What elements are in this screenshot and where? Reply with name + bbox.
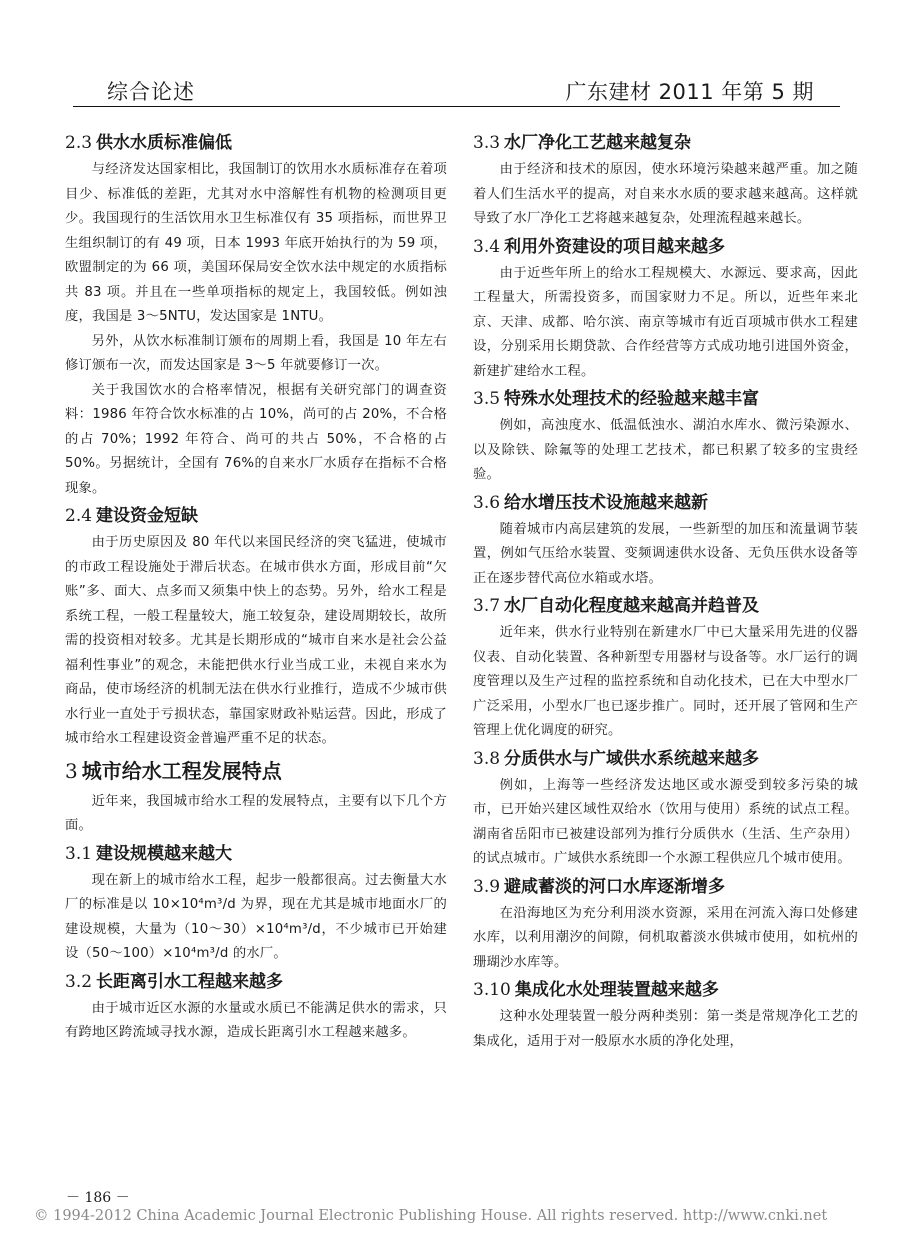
section-heading <box>65 501 447 531</box>
body-paragraph: 由于城市近区水源的水量或水质已不能满足供水的需求，只有跨地区跨流域寻找水源，造成长距离引水工程越来越多。 <box>65 1000 447 1040</box>
section-title: 建设规模越来越大 <box>96 843 233 864</box>
body-paragraph: 近年来，我国城市给水工程的发展特点，主要有以下几个方面。 <box>65 793 447 833</box>
section-title: 城市给水工程发展特点 <box>81 758 282 783</box>
page-number: － 186 － <box>66 1190 130 1206</box>
body-paragraph: 近年来，供水行业特别在新建水厂中已大量采用先进的仪器仪表、自动化装置、各种新型专用器材与设备等。水厂运行的调度管理以及生产过程的监控系统和自动化技术，已在大中型水厂广泛采用，小型水厂也已逐步推广。同时，还开展了管网和生产管理上优化调度的研究。 <box>473 625 858 738</box>
body-paragraph: 现在新上的城市给水工程，起步一般都很高。过去衡量大水厂的标准是以 10×10⁴m³/d 为界，现在尤其是城市地面水厂的建设规模，大量为（10～30）×10⁴m³/d，不少城市已开始建设（50～100）×10⁴m³/d 的水厂。 <box>65 872 447 961</box>
section-number: 3.1 <box>65 843 93 864</box>
section-number: 3.8 <box>473 748 501 769</box>
section-title: 特殊水处理技术的经验越来越丰富 <box>504 389 760 409</box>
header-rule <box>73 106 840 107</box>
section-heading <box>473 975 858 1005</box>
body-paragraph: 由于近些年所上的给水工程规模大、水源远、要求高，因此工程量大，所需投资多，而国家财力不足。所以，近些年来北京、天津、成都、哈尔滨、南京等城市有近百项城市供水工程建设，分别采用长期贷款、合作经营等方式成功地引进国外资金，新建扩建给水工程。 <box>473 265 858 379</box>
section-title: 供水水质标准偏低 <box>96 133 233 153</box>
section-heading <box>473 488 858 518</box>
body-paragraph: 另外，从饮水标准制订颁布的周期上看，我国是 10 年左右修订颁布一次，而发达国家是 3～5 年就要修订一次。 <box>65 333 447 373</box>
section-heading <box>65 128 447 158</box>
body-paragraph: 这种水处理装置一般分两种类别：第一类是常规净化工艺的集成化，适用于对一般原水水质的净化处理， <box>473 1009 858 1049</box>
section-heading <box>65 967 447 997</box>
body-paragraph: 例如，上海等一些经济发达地区或水源受到较多污染的城市，已开始兴建区域性双给水（饮用与使用）系统的试点工程。湖南省岳阳市已被建设部列为推行分质供水（生活、生产杂用）的试点城市。广域供水系统即一个水源工程供应几个城市使用。 <box>473 777 858 866</box>
section-number: 3.5 <box>473 389 501 409</box>
section-title: 水厂净化工艺越来越复杂 <box>504 133 692 153</box>
section-title: 建设资金短缺 <box>96 506 199 526</box>
section-heading <box>473 128 858 158</box>
section-title: 水厂自动化程度越来越高并趋普及 <box>504 596 760 616</box>
section-heading <box>473 591 858 621</box>
section-heading <box>473 232 858 262</box>
body-paragraph: 在沿海地区为充分利用淡水资源，采用在河流入海口处修建水库，以利用潮汐的间隙，伺机取蓄淡水供城市使用，如杭州的珊瑚沙水库等。 <box>473 905 858 970</box>
section-number: 2.3 <box>65 133 93 153</box>
body-paragraph: 由于经济和技术的原因，使水环境污染越来越严重。加之随着人们生活水平的提高，对自来水水质的要求越来越高。这样就导致了水厂净化工艺将越来越复杂，处理流程越来越长。 <box>473 162 858 226</box>
body-paragraph: 例如，高浊度水、低温低浊水、湖泊水库水、微污染源水、以及除铁、除氟等的处理工艺技术，都已积累了较多的宝贵经验。 <box>473 418 858 482</box>
copyright-notice: © 1994-2012 China Academic Journal Electronic Publishing House. All rights reserved. http://www.cnki.net <box>34 1208 828 1224</box>
section-title: 给水增压技术设施越来越新 <box>504 492 709 513</box>
section-number: 3 <box>65 758 78 783</box>
section-title: 利用外资建设的项目越来越多 <box>504 236 726 257</box>
section-label: 综合论述 <box>107 80 195 104</box>
section-heading <box>65 752 447 790</box>
body-paragraph: 由于历史原因及 80 年代以来国民经济的突飞猛进，使城市的市政工程设施处于滞后状态。在城市供水方面，形成目前“欠账”多、面大、点多而又须集中快上的态势。另外，给水工程是系统工程，一般工程量较大，施工较复杂，建设周期较长，故所需的投资相对较多。尤其是长期形成的“城市自来水是社会公益福利性事业”的观念，未能把供水行业当成工业，未视自来水为商品，使市场经济的机制无法在供水行业推行，造成不少城市供水行业一直处于亏损状态，靠国家财政补贴运营。因此，形成了城市给水工程建设资金普遍严重不足的状态。 <box>65 535 447 746</box>
section-number: 3.10 <box>473 980 511 1000</box>
body-paragraph: 关于我国饮水的合格率情况，根据有关研究部门的调查资料：1986 年符合饮水标准的占 10%，尚可的占 20%，不合格的占 70%；1992 年符合、尚可的共占 50%，不合格的占 50%。另据统计，全国有 76%的自来水厂水质存在指标不合格现象。 <box>65 382 447 496</box>
journal-issue: 广东建材 2011 年第 5 期 <box>565 80 814 104</box>
section-title: 分质供水与广域供水系统越来越多 <box>504 748 760 769</box>
right-column <box>473 128 858 1054</box>
left-column <box>65 128 447 1046</box>
section-heading <box>473 872 858 902</box>
section-heading <box>473 384 858 414</box>
section-number: 3.2 <box>65 971 93 992</box>
section-heading <box>65 839 447 869</box>
body-paragraph: 与经济发达国家相比，我国制订的饮用水水质标准存在着项目少、标准低的差距，尤其对水中溶解性有机物的检测项目更少。我国现行的生活饮用水卫生标准仅有 35 项指标，而世界卫生组织制订的有 49 项，日本 1993 年底开始执行的为 59 项，欧盟制定的为 66 项，美国环保局安全饮水法中规定的水质指标共 83 项。并且在一些单项指标的规定上，我国较低。例如浊度，我国是 3～5NTU，发达国家是 1NTU。 <box>65 162 447 324</box>
section-heading <box>473 744 858 774</box>
section-number: 3.4 <box>473 236 501 257</box>
section-title: 长距离引水工程越来越多 <box>96 971 284 992</box>
body-paragraph: 随着城市内高层建筑的发展，一些新型的加压和流量调节装置，例如气压给水装置、变频调速供水设备、无负压供水设备等正在逐步替代高位水箱或水塔。 <box>473 521 858 586</box>
section-number: 3.9 <box>473 876 501 897</box>
section-number: 3.7 <box>473 596 501 616</box>
section-number: 3.6 <box>473 492 501 513</box>
section-number: 2.4 <box>65 506 93 526</box>
section-number: 3.3 <box>473 133 501 153</box>
page-header <box>0 0 920 110</box>
section-title: 避咸蓄淡的河口水库逐渐增多 <box>504 876 726 897</box>
section-title: 集成化水处理装置越来越多 <box>514 980 719 1000</box>
